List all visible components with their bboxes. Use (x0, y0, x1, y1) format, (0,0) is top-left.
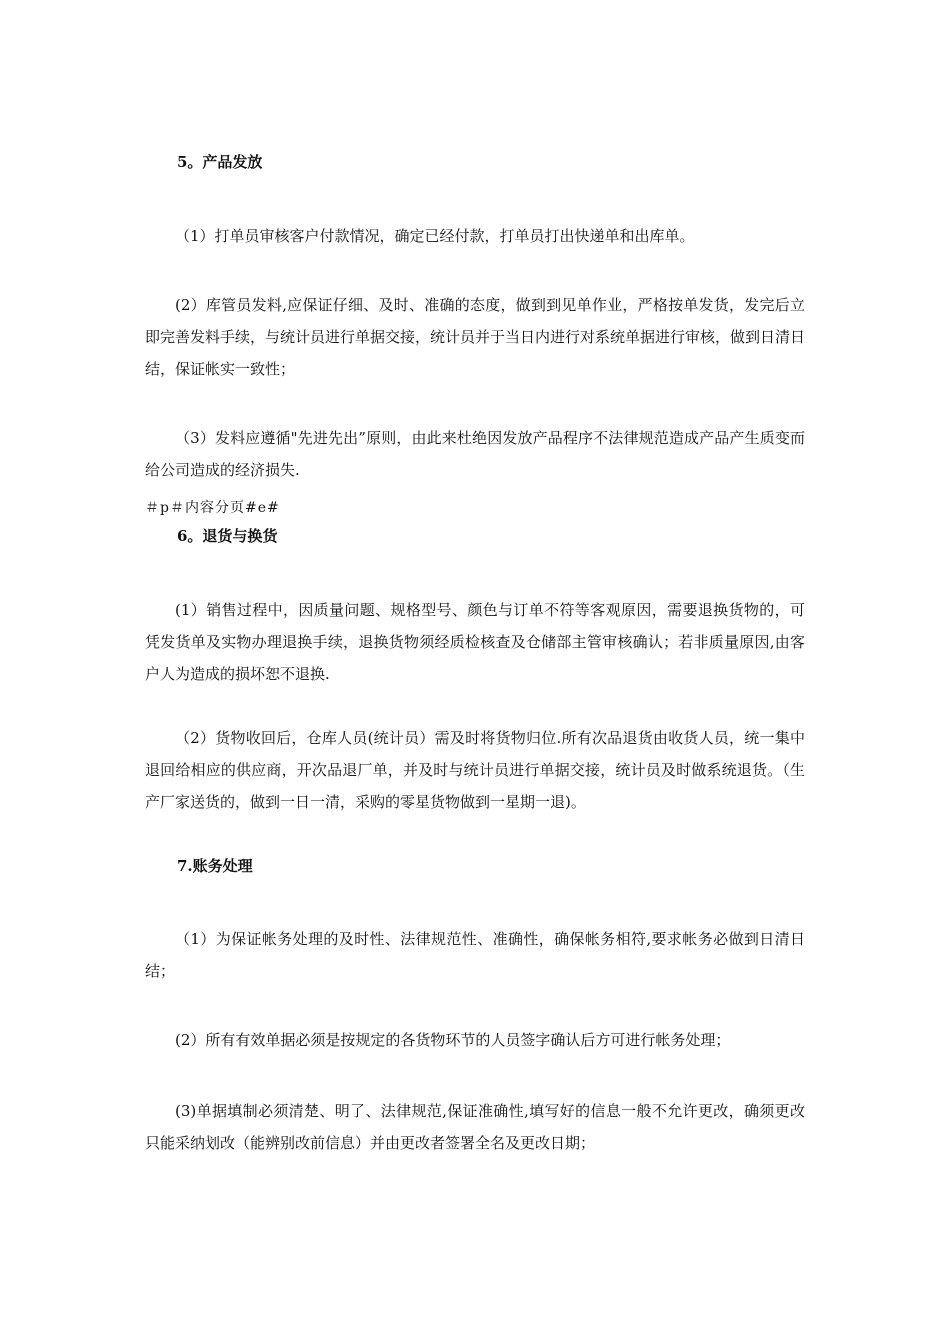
page-break-marker: ＃p＃内容分页#e# (145, 500, 280, 516)
section-heading-accounting: 7.账务处理 (177, 857, 253, 875)
paragraph-7-3: (3)单据填制必须清楚、明了、法律规范,保证准确性,填写好的信息一般不允许更改，确须更改只能采纳划改（能辨别改前信息）并由更改者签署全名及更改日期； (145, 1102, 805, 1152)
section-heading-product-release: 5。产品发放 (177, 153, 263, 171)
paragraph-5-1: （1）打单员审核客户付款情况，确定已经付款，打单员打出快递单和出库单。 (175, 227, 695, 245)
paragraph-6-1: (1）销售过程中，因质量问题、规格型号、颜色与订单不符等客观原因，需要退换货物的，可凭发货单及实物办理退换手续，退换货物须经质检核查及仓储部主管审核确认；若非质量原因,由客户人为造成的损坏恕不退换. (145, 601, 805, 683)
section-heading-returns: 6。退货与换货 (177, 527, 278, 545)
paragraph-5-2: (2）库管员发料,应保证仔细、及时、准确的态度，做到到见单作业，严格按单发货，发完后立即完善发料手续，与统计员进行单据交接，统计员并于当日内进行对系统单据进行审核，做到日清日结，保证帐实一致性； (145, 296, 806, 378)
paragraph-7-1: （1）为保证帐务处理的及时性、法律规范性、准确性，确保帐务相符,要求帐务必做到日清日结； (145, 930, 805, 980)
paragraph-6-2: （2）货物收回后，仓库人员(统计员）需及时将货物归位.所有次品退货由收货人员，统一集中退回给相应的供应商，开次品退厂单，并及时与统计员进行单据交接，统计员及时做系统退货。（生产厂家送货的，做到一日一清，采购的零星货物做到一星期一退)。 (145, 729, 805, 811)
paragraph-5-3: （3）发料应遵循"先进先出”原则，由此来杜绝因发放产品程序不法律规范造成产品产生质变而给公司造成的经济损失. (145, 429, 805, 479)
paragraph-7-2: (2）所有有效单据必须是按规定的各货物环节的人员签字确认后方可进行帐务处理； (175, 1031, 731, 1049)
